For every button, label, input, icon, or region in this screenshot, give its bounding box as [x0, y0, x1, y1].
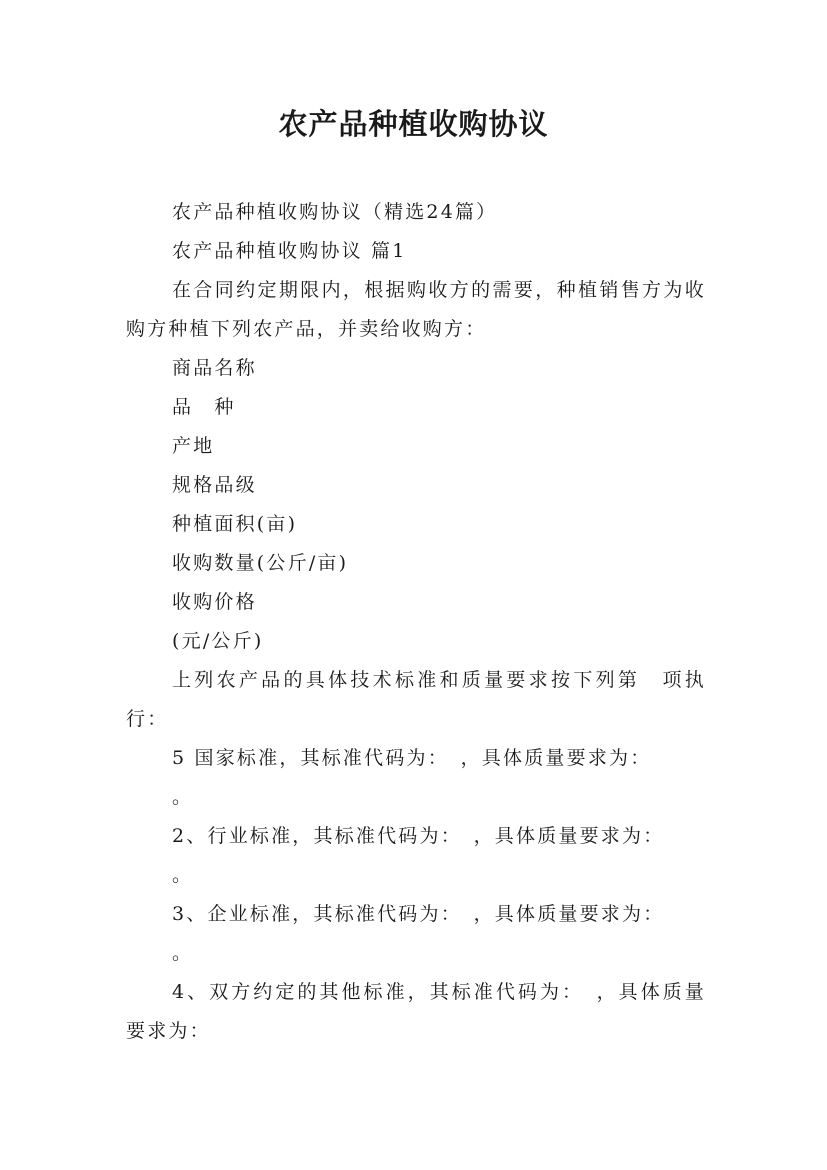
paragraph: 规格品级	[172, 474, 257, 496]
paragraph: 4、双方约定的其他标准，其标准代码为： ，具体质量要求为：	[126, 981, 706, 1042]
paragraph: 种植面积(亩)	[172, 513, 298, 535]
paragraph: 。	[172, 864, 194, 886]
paragraph: 。	[172, 786, 194, 808]
paragraph: 3、企业标准，其标准代码为： ，具体质量要求为：	[172, 903, 665, 925]
document-title: 农产品种植收购协议	[278, 107, 549, 141]
paragraph: 。	[172, 942, 194, 964]
paragraph: 上列农产品的具体技术标准和质量要求按下列第 项执行：	[126, 669, 706, 730]
paragraph: 农产品种植收购协议（精选24篇）	[172, 201, 498, 223]
paragraph: (元/公斤)	[172, 630, 264, 652]
paragraph: 收购数量(公斤/亩)	[172, 552, 349, 574]
paragraph: 品 种	[172, 396, 236, 418]
paragraph: 收购价格	[172, 591, 257, 613]
paragraph: 农产品种植收购协议 篇1	[172, 240, 407, 262]
paragraph: 在合同约定期限内，根据购收方的需要，种植销售方为收购方种植下列农产品，并卖给收购方：	[126, 279, 706, 340]
document-body	[126, 193, 706, 1051]
paragraph: 5 国家标准，其标准代码为： ，具体质量要求为：	[172, 747, 652, 769]
paragraph: 产地	[172, 435, 215, 457]
paragraph: 2、行业标准，其标准代码为： ，具体质量要求为：	[172, 825, 665, 847]
paragraph: 商品名称	[172, 357, 257, 379]
